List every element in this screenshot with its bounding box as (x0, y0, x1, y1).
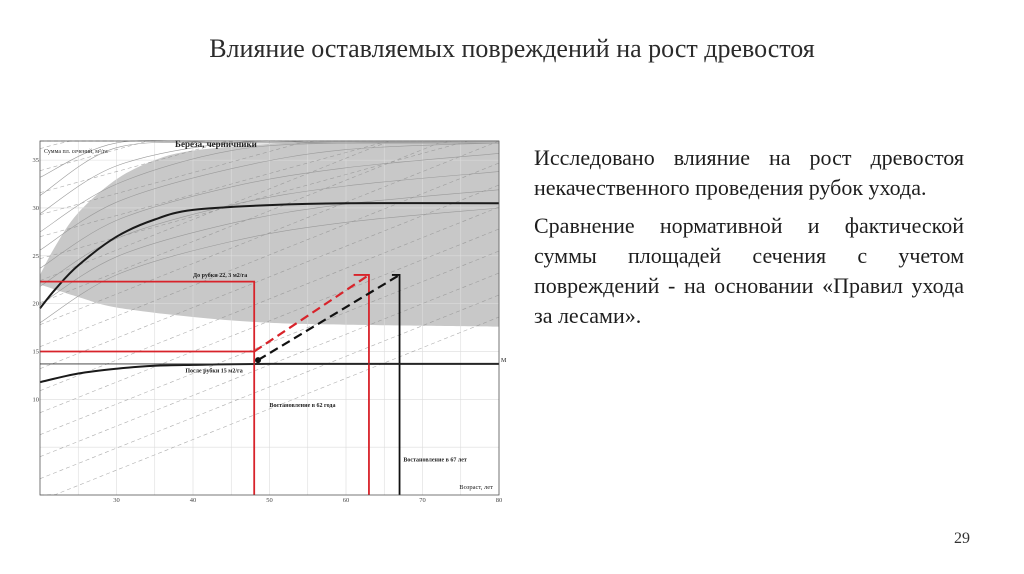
annotation-recovery-62: Востановление в 62 года (269, 402, 336, 409)
x-tick-label: 50 (266, 497, 273, 503)
x-tick-label: 60 (342, 497, 350, 503)
x-tick-label: 30 (113, 497, 120, 503)
paragraph-2: Сравнение нормативной и фактической суммы площадей сечения с учетом повреждений - на основании «Правил ухода за лесами». (534, 213, 964, 328)
annotation-recovery-67: Востановление в 67 лет (403, 457, 467, 464)
body-text (534, 143, 964, 339)
y-tick-label: 25 (32, 252, 39, 260)
y-tick-label: 15 (32, 348, 39, 356)
y-tick-label: 35 (32, 157, 39, 165)
paragraph-1: Исследовано влияние на рост древостоя некачественного проведения рубок ухода. (534, 145, 964, 200)
slide-title: Влияние оставляемых повреждений на рост древостоя (209, 34, 815, 63)
slide-number: 29 (954, 530, 970, 547)
y-tick-label: 30 (32, 204, 39, 212)
x-tick-label: 40 (189, 497, 197, 503)
x-axis-label: Возраст, лет (459, 484, 493, 491)
growth-chart-svg (32, 131, 507, 503)
annotation-before-cut: До рубки 22, 3 м2/га (193, 272, 248, 279)
annotation-after-cut: После рубки 15 м2/га (185, 368, 243, 375)
x-tick-label: 70 (419, 497, 426, 503)
chart-title: Береза, черничники (175, 139, 257, 149)
y-tick-label: 20 (32, 300, 39, 308)
y-tick-label: 10 (32, 396, 39, 404)
right-axis-label: М (501, 358, 507, 365)
growth-chart (32, 131, 507, 503)
y-axis-label: Сумма пл. сечений, м²/га (44, 149, 108, 155)
x-tick-label: 80 (495, 497, 503, 503)
damage-point (255, 357, 261, 363)
